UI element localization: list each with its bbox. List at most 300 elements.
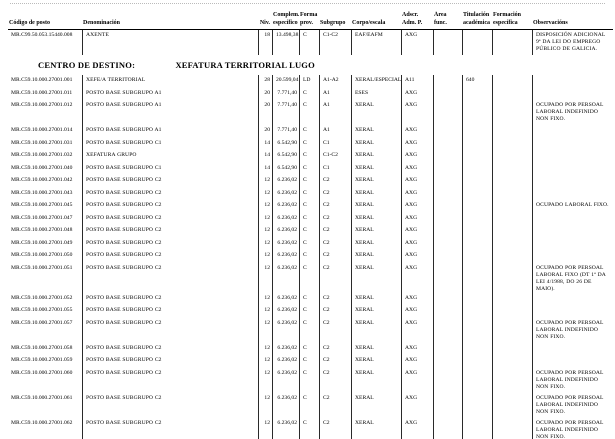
cell-corpo: XERAL bbox=[351, 305, 401, 318]
cell-denominacion: XEFE/A TERRITORIAL bbox=[82, 75, 258, 88]
cell-codigo: MR.C59.10.000.27001.061 bbox=[11, 394, 73, 401]
cell-corpo: XERAL bbox=[351, 213, 401, 226]
cell-corpo: XERAL/ESPECIAL bbox=[351, 75, 401, 88]
cell-area bbox=[433, 75, 462, 88]
table-row bbox=[8, 263, 613, 293]
cell-titulacion bbox=[462, 263, 492, 293]
cell-forma: C bbox=[299, 250, 319, 263]
cell-titulacion: 640 bbox=[462, 75, 492, 88]
cell-codigo: MR.C59.10.000.27001.062 bbox=[11, 419, 73, 426]
cell-forma: C bbox=[299, 100, 319, 125]
cell-codigo: MR.C59.10.000.27001.058 bbox=[11, 344, 73, 351]
cell-niv: 14 bbox=[258, 138, 272, 151]
cell-area bbox=[433, 293, 462, 306]
header-line2: Código de posto bbox=[9, 20, 51, 26]
cell-adscr: AXG bbox=[401, 368, 433, 393]
table-row bbox=[8, 125, 613, 138]
cell-subgrupo: C2 bbox=[319, 200, 351, 213]
cell-subgrupo: C2 bbox=[319, 305, 351, 318]
cell-subgrupo: C2 bbox=[319, 250, 351, 263]
cell-complemento: 6.236,02 bbox=[272, 343, 299, 356]
cell-adscr: A11 bbox=[401, 75, 433, 88]
cell-denominacion: POSTO BASE SUBGRUPO A1 bbox=[82, 125, 258, 138]
cell-forma: C bbox=[299, 293, 319, 306]
cell-subgrupo: C1-C2 bbox=[319, 30, 351, 55]
cell-area bbox=[433, 188, 462, 201]
cell-observacions bbox=[532, 163, 613, 176]
cell-codigo: MR.C99.50.053.15440.008 bbox=[11, 32, 73, 38]
cell-formacion bbox=[492, 355, 532, 368]
cell-denominacion: POSTO BASE SUBGRUPO C2 bbox=[82, 175, 258, 188]
cell-codigo: MR.C59.10.000.27001.048 bbox=[11, 227, 73, 233]
cell-adscr: AXG bbox=[401, 343, 433, 356]
cell-subgrupo: C2 bbox=[319, 368, 351, 393]
cell-codigo: MR.C59.10.000.27001.011 bbox=[11, 89, 73, 96]
cell-complemento: 6.236,02 bbox=[272, 368, 299, 393]
cell-observacions bbox=[532, 150, 613, 163]
cell-niv: 12 bbox=[258, 368, 272, 393]
axente-table bbox=[0, 30, 613, 55]
cell-adscr: AXG bbox=[401, 305, 433, 318]
cell-denominacion: POSTO BASE SUBGRUPO A1 bbox=[82, 88, 258, 101]
cell-niv: 20 bbox=[258, 125, 272, 138]
cell-corpo: XERAL bbox=[351, 100, 401, 125]
cell-niv: 12 bbox=[258, 250, 272, 263]
cell-niv: 12 bbox=[258, 293, 272, 306]
cell-complemento: 6.542,90 bbox=[272, 150, 299, 163]
header-cell-forma bbox=[299, 11, 319, 27]
cell-titulacion bbox=[462, 100, 492, 125]
cell-adscr: AXG bbox=[401, 200, 433, 213]
cell-subgrupo: C1 bbox=[319, 163, 351, 176]
cell-forma: C bbox=[299, 88, 319, 101]
cell-forma: C bbox=[299, 368, 319, 393]
cell-observacions bbox=[532, 355, 613, 368]
header-line2: específico bbox=[273, 20, 298, 26]
cell-formacion bbox=[492, 393, 532, 418]
cell-formacion bbox=[492, 163, 532, 176]
cell-complemento: 6.236,02 bbox=[272, 355, 299, 368]
cell-subgrupo: A1 bbox=[319, 88, 351, 101]
header-line1 bbox=[9, 11, 80, 19]
cell-denominacion: POSTO BASE SUBGRUPO C2 bbox=[82, 238, 258, 251]
cell-denominacion: AXENTE bbox=[82, 30, 258, 55]
table-row bbox=[8, 163, 613, 176]
header-cell-subgrupo bbox=[319, 11, 351, 27]
cell-denominacion: POSTO BASE SUBGRUPO C2 bbox=[82, 343, 258, 356]
cell-corpo: XERAL bbox=[351, 138, 401, 151]
cell-complemento: 6.236,02 bbox=[272, 263, 299, 293]
cell-titulacion bbox=[462, 393, 492, 418]
cell-titulacion bbox=[462, 150, 492, 163]
cell-adscr: AXG bbox=[401, 150, 433, 163]
cell-niv: 12 bbox=[258, 175, 272, 188]
cell-complemento: 6.236,02 bbox=[272, 418, 299, 439]
cell-codigo: MR.C59.10.000.27001.057 bbox=[11, 319, 73, 326]
lugo-table bbox=[0, 75, 613, 439]
cell-adscr: AXG bbox=[401, 393, 433, 418]
header-line1 bbox=[259, 11, 270, 19]
header-line1: Forma bbox=[300, 12, 318, 18]
cell-denominacion: XEFATURA GRUPO bbox=[82, 150, 258, 163]
cell-denominacion: POSTO BASE SUBGRUPO C2 bbox=[82, 200, 258, 213]
cell-forma: C bbox=[299, 238, 319, 251]
cell-complemento: 6.236,02 bbox=[272, 200, 299, 213]
cell-formacion bbox=[492, 368, 532, 393]
table-row bbox=[8, 238, 613, 251]
cell-observacions bbox=[532, 125, 613, 138]
cell-area bbox=[433, 100, 462, 125]
cell-niv: 12 bbox=[258, 393, 272, 418]
cell-corpo: XERAL bbox=[351, 293, 401, 306]
cell-subgrupo: C2 bbox=[319, 213, 351, 226]
table-row bbox=[8, 150, 613, 163]
cell-observacions: OCUPADO POR PERSOAL LABORAL FIXO (DT 1ª DA LEI 4/1988, DO 26 DE MAIO). bbox=[532, 263, 613, 293]
header-line2: func. bbox=[434, 20, 447, 26]
cell-codigo: MR.C59.10.000.27001.043 bbox=[11, 189, 73, 196]
cell-observacions bbox=[532, 343, 613, 356]
cell-corpo: EAF/EAFM bbox=[351, 30, 401, 55]
cell-area bbox=[433, 125, 462, 138]
cell-area bbox=[433, 305, 462, 318]
cell-subgrupo: C2 bbox=[319, 175, 351, 188]
header-line1: Complem. bbox=[273, 12, 299, 18]
cell-corpo: XERAL bbox=[351, 150, 401, 163]
cell-area bbox=[433, 150, 462, 163]
header-line2: específica bbox=[493, 20, 518, 26]
cell-corpo: XERAL bbox=[351, 225, 401, 238]
cell-denominacion: POSTO BASE SUBGRUPO C2 bbox=[82, 188, 258, 201]
cell-forma: C bbox=[299, 138, 319, 151]
cell-formacion bbox=[492, 263, 532, 293]
cell-corpo: XERAL bbox=[351, 263, 401, 293]
cell-observacions bbox=[532, 88, 613, 101]
cell-niv: 12 bbox=[258, 238, 272, 251]
header-line2: Adm. P. bbox=[402, 20, 423, 26]
cell-area bbox=[433, 418, 462, 439]
cell-complemento: 6.236,02 bbox=[272, 393, 299, 418]
cell-formacion bbox=[492, 175, 532, 188]
cell-adscr: AXG bbox=[401, 125, 433, 138]
cell-niv: 12 bbox=[258, 225, 272, 238]
cell-denominacion: POSTO BASE SUBGRUPO C2 bbox=[82, 250, 258, 263]
header-line1 bbox=[533, 11, 611, 19]
cell-complemento: 6.542,90 bbox=[272, 163, 299, 176]
cell-codigo: MR.C59.10.000.27001.045 bbox=[11, 202, 73, 208]
section-label: CENTRO DE DESTINO: bbox=[38, 60, 136, 70]
header-cell-denominacion bbox=[82, 11, 258, 27]
cell-subgrupo: C2 bbox=[319, 238, 351, 251]
cell-formacion bbox=[492, 293, 532, 306]
cell-formacion bbox=[492, 30, 532, 55]
cell-niv: 14 bbox=[258, 163, 272, 176]
cell-codigo: MR.C59.10.000.27001.031 bbox=[11, 139, 73, 146]
cell-subgrupo: C2 bbox=[319, 318, 351, 343]
header-line2: Denominación bbox=[83, 20, 121, 26]
cell-adscr: AXG bbox=[401, 293, 433, 306]
cell-titulacion bbox=[462, 175, 492, 188]
table-row bbox=[8, 75, 613, 88]
cell-formacion bbox=[492, 213, 532, 226]
header-cell-titulacion bbox=[462, 11, 492, 27]
section-heading bbox=[38, 60, 615, 72]
header-line1: Adscr. bbox=[402, 12, 419, 18]
cell-area bbox=[433, 318, 462, 343]
cell-niv: 12 bbox=[258, 355, 272, 368]
cell-subgrupo: C2 bbox=[319, 418, 351, 439]
cell-area bbox=[433, 368, 462, 393]
cell-area bbox=[433, 263, 462, 293]
cell-codigo: MR.C59.10.000.27001.040 bbox=[11, 164, 73, 171]
cell-titulacion bbox=[462, 88, 492, 101]
header-line2: Subgrupo bbox=[320, 20, 346, 26]
cell-niv: 12 bbox=[258, 263, 272, 293]
cell-denominacion: POSTO BASE SUBGRUPO C2 bbox=[82, 305, 258, 318]
cell-niv: 12 bbox=[258, 200, 272, 213]
cell-forma: C bbox=[299, 318, 319, 343]
cell-complemento: 13.498,38 bbox=[272, 30, 299, 55]
cell-complemento: 7.771,40 bbox=[272, 125, 299, 138]
cell-formacion bbox=[492, 305, 532, 318]
cell-adscr: AXG bbox=[401, 318, 433, 343]
cell-codigo: MR.C59.10.000.27001.047 bbox=[11, 214, 73, 221]
cell-titulacion bbox=[462, 225, 492, 238]
table-row bbox=[8, 393, 613, 418]
cell-area bbox=[433, 393, 462, 418]
header-cell-niv bbox=[258, 11, 272, 27]
cell-forma: C bbox=[299, 150, 319, 163]
cell-titulacion bbox=[462, 213, 492, 226]
cell-subgrupo: C2 bbox=[319, 293, 351, 306]
table-row bbox=[8, 188, 613, 201]
cell-forma: C bbox=[299, 355, 319, 368]
cell-subgrupo: C2 bbox=[319, 343, 351, 356]
cell-complemento: 6.542,90 bbox=[272, 138, 299, 151]
cell-codigo: MR.C59.10.000.27001.060 bbox=[11, 369, 73, 376]
cell-adscr: AXG bbox=[401, 30, 433, 55]
cell-niv: 12 bbox=[258, 318, 272, 343]
cell-adscr: AXG bbox=[401, 225, 433, 238]
header-cell-corpo bbox=[351, 11, 401, 27]
cell-subgrupo: C2 bbox=[319, 188, 351, 201]
cell-denominacion: POSTO BASE SUBGRUPO C2 bbox=[82, 355, 258, 368]
cell-area bbox=[433, 200, 462, 213]
cell-niv: 18 bbox=[258, 30, 272, 55]
table-row bbox=[8, 88, 613, 101]
table-row bbox=[8, 250, 613, 263]
cell-area bbox=[433, 238, 462, 251]
table-row bbox=[8, 213, 613, 226]
cell-codigo: MR.C59.10.000.27001.012 bbox=[11, 102, 73, 108]
cell-area bbox=[433, 163, 462, 176]
cell-corpo: XERAL bbox=[351, 368, 401, 393]
header-cell-codigo bbox=[8, 11, 82, 27]
cell-observacions bbox=[532, 238, 613, 251]
header-line1: Titulación bbox=[463, 12, 490, 18]
cell-adscr: AXG bbox=[401, 88, 433, 101]
cell-observacions bbox=[532, 213, 613, 226]
table-row bbox=[8, 225, 613, 238]
cell-niv: 20 bbox=[258, 100, 272, 125]
cell-forma: C bbox=[299, 343, 319, 356]
header-cell-adscr bbox=[401, 11, 433, 27]
cell-adscr: AXG bbox=[401, 163, 433, 176]
cell-complemento: 20.599,04 bbox=[272, 75, 299, 88]
cell-codigo: MR.C59.10.000.27001.014 bbox=[11, 127, 73, 133]
cell-adscr: AXG bbox=[401, 263, 433, 293]
cell-complemento: 6.236,02 bbox=[272, 175, 299, 188]
cell-observacions: OCUPADO POR PERSOAL LABORAL INDEFINIDO NON FIXO. bbox=[532, 368, 613, 393]
cell-codigo: MR.C59.10.000.27001.052 bbox=[11, 294, 73, 301]
cell-observacions: DISPOSICIÓN ADICIONAL 9ª DA LEI DO EMPREGO PÚBLICO DE GALICIA. bbox=[532, 30, 613, 55]
cell-formacion bbox=[492, 318, 532, 343]
cell-area bbox=[433, 355, 462, 368]
cell-complemento: 6.236,02 bbox=[272, 213, 299, 226]
cell-complemento: 7.771,40 bbox=[272, 88, 299, 101]
cell-denominacion: POSTO BASE SUBGRUPO C1 bbox=[82, 138, 258, 151]
cell-observacions: OCUPADO POR PERSOAL LABORAL INDEFINIDO NON FIXO. bbox=[532, 393, 613, 418]
cell-adscr: AXG bbox=[401, 355, 433, 368]
cell-formacion bbox=[492, 125, 532, 138]
cell-subgrupo: A1 bbox=[319, 125, 351, 138]
cell-denominacion: POSTO BASE SUBGRUPO C2 bbox=[82, 418, 258, 439]
header-line2: académica bbox=[463, 20, 490, 26]
cell-subgrupo: C2 bbox=[319, 263, 351, 293]
cell-corpo: XERAL bbox=[351, 355, 401, 368]
cell-corpo: XERAL bbox=[351, 418, 401, 439]
header-line1 bbox=[352, 11, 399, 19]
cell-denominacion: POSTO BASE SUBGRUPO C2 bbox=[82, 393, 258, 418]
cell-forma: C bbox=[299, 393, 319, 418]
cell-complemento: 6.236,02 bbox=[272, 293, 299, 306]
table-row bbox=[8, 305, 613, 318]
cell-complemento: 6.236,02 bbox=[272, 305, 299, 318]
cell-adscr: AXG bbox=[401, 213, 433, 226]
cell-formacion bbox=[492, 75, 532, 88]
header-line2: prov. bbox=[300, 20, 314, 26]
cell-adscr: AXG bbox=[401, 188, 433, 201]
cell-codigo: MR.C59.10.000.27001.055 bbox=[11, 307, 73, 313]
cell-observacions bbox=[532, 225, 613, 238]
cell-niv: 12 bbox=[258, 305, 272, 318]
table-row bbox=[8, 318, 613, 343]
cell-forma: C bbox=[299, 200, 319, 213]
cell-titulacion bbox=[462, 293, 492, 306]
cell-area bbox=[433, 175, 462, 188]
cell-formacion bbox=[492, 200, 532, 213]
table-row bbox=[8, 418, 613, 439]
cell-titulacion bbox=[462, 188, 492, 201]
cell-forma: C bbox=[299, 30, 319, 55]
cell-formacion bbox=[492, 225, 532, 238]
section-value: XEFATURA TERRITORIAL LUGO bbox=[175, 60, 315, 70]
cell-titulacion bbox=[462, 200, 492, 213]
header-cell-observacions bbox=[532, 11, 613, 27]
cell-complemento: 6.236,02 bbox=[272, 188, 299, 201]
cell-forma: C bbox=[299, 163, 319, 176]
cell-corpo: XERAL bbox=[351, 175, 401, 188]
cell-formacion bbox=[492, 188, 532, 201]
header-line2: Observacións bbox=[533, 20, 568, 26]
cell-adscr: AXG bbox=[401, 100, 433, 125]
cell-denominacion: POSTO BASE SUBGRUPO C2 bbox=[82, 213, 258, 226]
cell-adscr: AXG bbox=[401, 138, 433, 151]
cell-area bbox=[433, 250, 462, 263]
header-line2: Niv. bbox=[259, 20, 270, 26]
header-line1 bbox=[83, 11, 256, 19]
table-row bbox=[8, 293, 613, 306]
cell-subgrupo: C2 bbox=[319, 355, 351, 368]
header-line1 bbox=[320, 11, 349, 19]
cell-subgrupo: C1 bbox=[319, 138, 351, 151]
cell-observacions bbox=[532, 305, 613, 318]
cell-titulacion bbox=[462, 343, 492, 356]
cell-denominacion: POSTO BASE SUBGRUPO C2 bbox=[82, 225, 258, 238]
cell-observacions bbox=[532, 250, 613, 263]
cell-codigo: MR.C59.10.000.27001.050 bbox=[11, 252, 73, 258]
cell-adscr: AXG bbox=[401, 418, 433, 439]
cell-corpo: XERAL bbox=[351, 200, 401, 213]
cell-niv: 12 bbox=[258, 418, 272, 439]
table-row bbox=[8, 100, 613, 125]
cell-titulacion bbox=[462, 125, 492, 138]
cell-codigo: MR.C59.10.000.27001.049 bbox=[11, 239, 73, 246]
cell-denominacion: POSTO BASE SUBGRUPO C2 bbox=[82, 368, 258, 393]
cell-area bbox=[433, 343, 462, 356]
header-cell-area bbox=[433, 11, 462, 27]
cell-forma: C bbox=[299, 263, 319, 293]
cell-complemento: 6.236,02 bbox=[272, 318, 299, 343]
cell-observacions: OCUPADO POR PERSOAL LABORAL INDEFINIDO NON FIXO. bbox=[532, 418, 613, 439]
cell-complemento: 6.236,02 bbox=[272, 238, 299, 251]
cell-subgrupo: C1-C2 bbox=[319, 150, 351, 163]
cell-observacions: OCUPADO LABORAL FIXO. bbox=[532, 200, 613, 213]
cell-corpo: XERAL bbox=[351, 393, 401, 418]
cell-titulacion bbox=[462, 163, 492, 176]
cell-subgrupo: A1 bbox=[319, 100, 351, 125]
cell-titulacion bbox=[462, 355, 492, 368]
cell-area bbox=[433, 225, 462, 238]
cell-observacions bbox=[532, 138, 613, 151]
cell-corpo: XERAL bbox=[351, 343, 401, 356]
cell-forma: C bbox=[299, 305, 319, 318]
cell-forma: C bbox=[299, 418, 319, 439]
cell-subgrupo: A1-A2 bbox=[319, 75, 351, 88]
cell-formacion bbox=[492, 343, 532, 356]
cell-niv: 12 bbox=[258, 213, 272, 226]
cell-niv: 12 bbox=[258, 188, 272, 201]
cell-niv: 12 bbox=[258, 343, 272, 356]
cell-titulacion bbox=[462, 30, 492, 55]
cell-observacions bbox=[532, 293, 613, 306]
cell-codigo: MR.C59.10.000.27001.001 bbox=[11, 77, 73, 83]
table-header bbox=[8, 4, 613, 30]
cell-observacions bbox=[532, 175, 613, 188]
cell-formacion bbox=[492, 250, 532, 263]
cell-observacions: OCUPADO POR PERSOAL LABORAL INDEFINIDO NON FIXO. bbox=[532, 100, 613, 125]
header-line1: Área bbox=[434, 12, 447, 18]
cell-corpo: XERAL bbox=[351, 250, 401, 263]
cell-complemento: 6.236,02 bbox=[272, 225, 299, 238]
cell-adscr: AXG bbox=[401, 175, 433, 188]
cell-titulacion bbox=[462, 305, 492, 318]
cell-denominacion: POSTO BASE SUBGRUPO C2 bbox=[82, 263, 258, 293]
header-line2: Corpo/escala bbox=[352, 20, 386, 26]
cell-observacions: OCUPADO POR PERSOAL LABORAL INDEFINIDO NON FIXO. bbox=[532, 318, 613, 343]
cell-subgrupo: C2 bbox=[319, 393, 351, 418]
cell-titulacion bbox=[462, 138, 492, 151]
cell-codigo: MR.C59.10.000.27001.032 bbox=[11, 152, 73, 158]
